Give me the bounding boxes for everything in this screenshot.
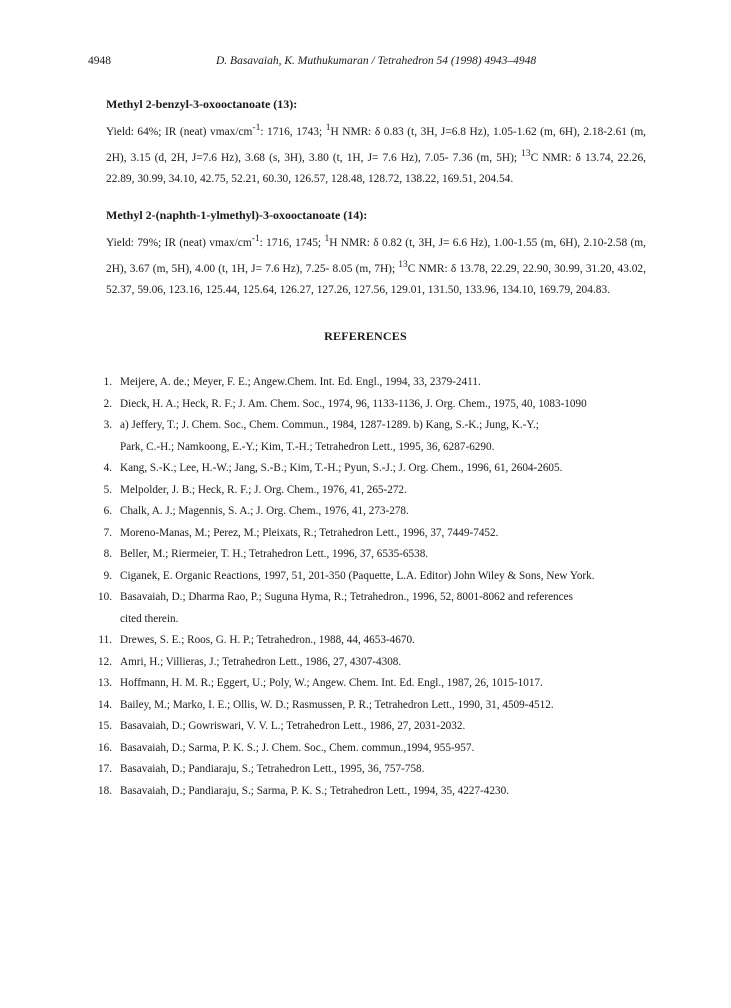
reference-text-continued: Park, C.-H.; Namkoong, E.-Y.; Kim, T.-H.; Tetrahedron Lett., 1995, 36, 6287-6290. [120, 440, 495, 453]
reference-item [92, 372, 652, 394]
reference-item [92, 781, 652, 803]
compound-13-title: Methyl 2-benzyl-3-oxooctanoate (13): [106, 97, 298, 111]
reference-number: 16. [98, 741, 112, 754]
reference-number: 10. [98, 591, 112, 603]
reference-text: Kang, S.-K.; Lee, H.-W.; Jang, S.-B.; Kim, T.-H.; Pyun, S.-J.; J. Org. Chem., 1996, 61, 2604-2605. [120, 462, 563, 474]
reference-item [92, 695, 652, 717]
reference-number: 11. [98, 634, 112, 646]
reference-text: Basavaiah, D.; Pandiaraju, S.; Sarma, P. K. S.; Tetrahedron Lett., 1994, 35, 4227-4230. [120, 784, 509, 797]
reference-text: Hoffmann, H. M. R.; Eggert, U.; Poly, W.; Angew. Chem. Int. Ed. Engl., 1987, 26, 1015-1017. [120, 677, 543, 689]
compound-14-ir-values: : 1716, 1745; [259, 236, 322, 249]
reference-text: Basavaiah, D.; Pandiaraju, S.; Tetrahedron Lett., 1995, 36, 757-758. [120, 763, 425, 775]
reference-item [92, 415, 652, 458]
reference-text: Ciganek, E. Organic Reactions, 1997, 51, 201-350 (Paquette, L.A. Editor) John Wiley & Sons, New York. [120, 569, 595, 582]
reference-text: Moreno-Manas, M.; Perez, M.; Pleixats, R.; Tetrahedron Lett., 1996, 37, 7449-7452. [120, 526, 499, 539]
compound-14-data [106, 229, 646, 302]
reference-item [92, 480, 652, 502]
superscript: 13 [398, 259, 408, 270]
reference-item [92, 759, 652, 781]
reference-item [92, 587, 652, 630]
compound-14-hnmr: H NMR: δ 0.82 (t, 3H, J= 6.6 Hz), 1.00-1.55 (m, 6H), 2.10-2.58 (m, 2H), 3.67 (m, 5H), 4.00 (t, 1H, J= 7.6 Hz), 7.25- 8.05 (m, 7H); [106, 236, 647, 275]
reference-item [92, 458, 652, 480]
reference-text: Beller, M.; Riermeier, T. H.; Tetrahedron Lett., 1996, 37, 6535-6538. [120, 548, 429, 560]
reference-number: 18. [98, 784, 112, 797]
reference-number: 14. [98, 698, 112, 711]
reference-text: a) Jeffery, T.; J. Chem. Soc., Chem. Commun., 1984, 1287-1289. b) Kang, S.-K.; Jung, K.-Y.; [120, 419, 539, 431]
compound-14-section [106, 208, 646, 302]
superscript: -1 [252, 123, 261, 133]
compound-13-hnmr: H NMR: δ 0.83 (t, 3H, J=6.8 Hz), 1.05-1.62 (m, 6H), 2.18-2.61 (m, 2H), 3.15 (d, 2H, J=7.6 Hz), 3.68 (s, 3H), 3.80 (t, 1H, J= 7.6 Hz), 7.05- 7.36 (m, 5H); [106, 125, 647, 164]
reference-item [92, 673, 652, 695]
reference-text: Chalk, A. J.; Magennis, S. A.; J. Org. Chem., 1976, 41, 273-278. [120, 505, 409, 517]
compound-13-section [106, 97, 646, 191]
reference-number: 17. [98, 763, 112, 775]
reference-number: 12. [98, 655, 112, 668]
reference-text: Amri, H.; Villieras, J.; Tetrahedron Lett., 1986, 27, 4307-4308. [120, 655, 402, 668]
reference-number: 4. [103, 462, 112, 474]
reference-number: 3. [103, 419, 112, 431]
reference-text: Basavaiah, D.; Sarma, P. K. S.; J. Chem. Soc., Chem. commun.,1994, 955-957. [120, 741, 475, 754]
superscript: 13 [521, 148, 531, 159]
compound-14-yield: Yield: 79%; [106, 236, 162, 249]
reference-number: 8. [103, 548, 112, 560]
reference-number: 2. [103, 397, 112, 410]
reference-text: Basavaiah, D.; Gowriswari, V. V. L.; Tetrahedron Lett., 1986, 27, 2031-2032. [120, 720, 466, 732]
reference-number: 13. [98, 677, 112, 689]
reference-number: 1. [103, 376, 112, 388]
compound-14-title: Methyl 2-(naphth-1-ylmethyl)-3-oxooctanoate (14): [106, 208, 368, 222]
reference-number: 15. [98, 720, 112, 732]
compound-14-ir: IR (neat) vmax/cm [164, 236, 252, 249]
reference-item [92, 394, 652, 416]
reference-number: 9. [103, 569, 112, 582]
page-header [88, 55, 658, 71]
reference-item [92, 738, 652, 760]
references-heading: REFERENCES [324, 329, 407, 343]
superscript: 1 [324, 234, 330, 244]
reference-number: 7. [103, 526, 112, 539]
reference-item [92, 716, 652, 738]
reference-item [92, 566, 652, 588]
compound-13-yield: Yield: 64%; [106, 125, 162, 138]
compound-13-ir: IR (neat) vmax/cm [164, 125, 253, 138]
reference-item [92, 652, 652, 674]
reference-item [92, 501, 652, 523]
reference-text: Bailey, M.; Marko, I. E.; Ollis, W. D.; Rasmussen, P. R.; Tetrahedron Lett., 1990, 31, 4509-4512. [120, 698, 554, 711]
compound-13-ir-values: : 1716, 1743; [260, 125, 323, 138]
compound-13-cnmr: C NMR: δ 13.74, 22.26, 22.89, 30.99, 34.10, 42.75, 52.21, 60.30, 126.57, 128.48, 128.72, 138.22, 169.51, 204.54. [106, 151, 646, 186]
superscript: -1 [251, 234, 260, 244]
reference-number: 6. [103, 505, 112, 517]
compound-14-cnmr: C NMR: δ 13.78, 22.29, 22.90, 30.99, 31.20, 43.02, 52.37, 59.06, 123.16, 125.44, 125.64, 126.27, 127.26, 127.56, 129.01, 131.50, 133.96, 134.10, 169.79, 204.83. [106, 262, 646, 297]
reference-item [92, 544, 652, 566]
reference-text: Meijere, A. de.; Meyer, F. E.; Angew.Chem. Int. Ed. Engl., 1994, 33, 2379-2411. [120, 376, 481, 388]
reference-item [92, 523, 652, 545]
reference-item [92, 630, 652, 652]
reference-text: Melpolder, J. B.; Heck, R. F.; J. Org. Chem., 1976, 41, 265-272. [120, 483, 407, 496]
reference-text-continued: cited therein. [120, 612, 179, 625]
superscript: 1 [325, 123, 331, 133]
running-title: D. Basavaiah, K. Muthukumaran / Tetrahedron 54 (1998) 4943–4948 [216, 55, 537, 67]
compound-13-data [106, 118, 646, 191]
reference-text: Dieck, H. A.; Heck, R. F.; J. Am. Chem. Soc., 1974, 96, 1133-1136, J. Org. Chem., 1975, 40, 1083-1090 [120, 397, 587, 410]
reference-number: 5. [103, 483, 112, 496]
references-list [92, 372, 652, 802]
reference-text: Drewes, S. E.; Roos, G. H. P.; Tetrahedron., 1988, 44, 4653-4670. [120, 634, 415, 646]
reference-text: Basavaiah, D.; Dharma Rao, P.; Suguna Hyma, R.; Tetrahedron., 1996, 52, 8001-8062 and references [120, 591, 573, 603]
page-number: 4948 [88, 55, 111, 67]
